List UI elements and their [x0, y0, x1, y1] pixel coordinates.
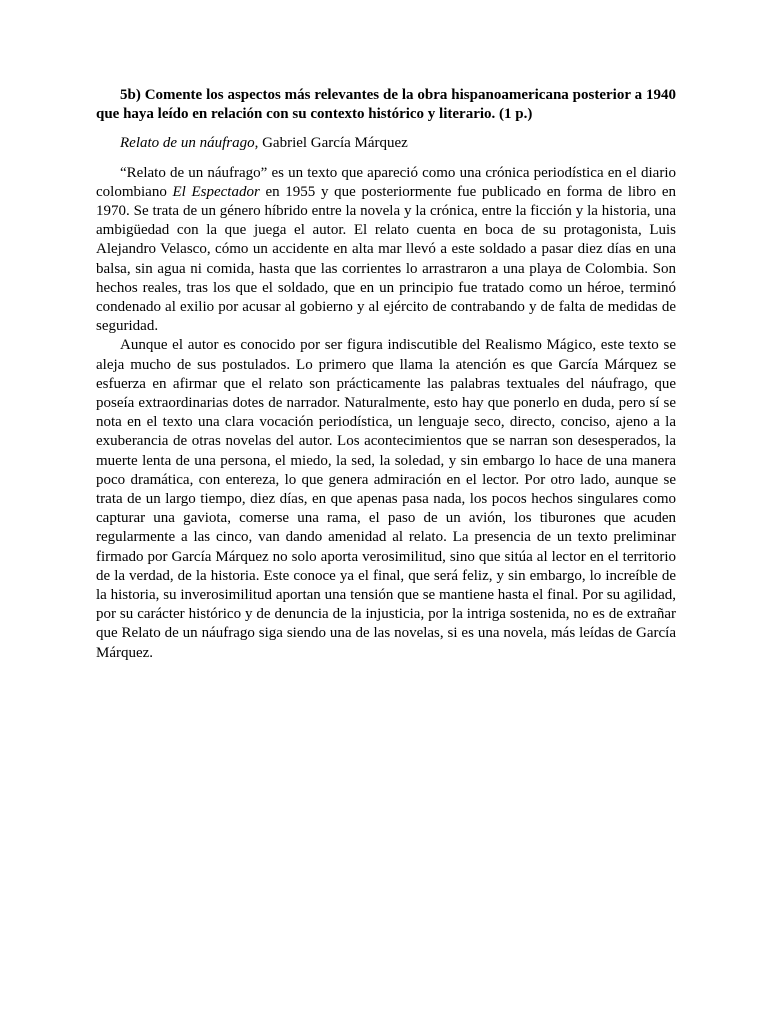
- work-author: , Gabriel García Márquez: [254, 135, 408, 152]
- work-title: Relato de un náufrago: [120, 135, 255, 152]
- paragraph1-text-a: “Relato de un náufrago” es un texto que apareció como una crónica periodística en el diario colombiano: [96, 164, 676, 200]
- question-heading: 5b) Comente los aspectos más relevantes de la obra hispanoamericana posterior a 1940 que haya leído en relación con su contexto histórico y literario. (1 p.): [96, 87, 676, 123]
- newspaper-name: El Espectador: [172, 183, 260, 200]
- document-page: [96, 86, 676, 663]
- paragraph1-text-b: en 1955 y que posteriormente fue publicado en forma de libro en 1970. Se trata de un género híbrido entre la novela y la crónica, entre la ficción y la historia, una ambigüedad con la que juega el autor. El relato cuenta en boca de su protagonista, Luis Alejandro Velasco, cómo un accidente en alta mar llevó a este soldado a pasar diez días en una balsa, sin agua ni comida, hasta que las corrientes lo arrastraron a una playa de Colombia. Son hechos reales, tras los que el soldado, que en un principio fue tratado como un héroe, terminó condenado al exilio por acusar al gobierno y al ejército de contrabando y de falta de medidas de seguridad.: [96, 183, 676, 335]
- body-paragraph-2: Aunque el autor es conocido por ser figura indiscutible del Realismo Mágico, este texto se aleja mucho de sus postulados. Lo primero que llama la atención es que García Márquez se esfuerza en afirmar que el relato son prácticamente las palabras textuales del náufrago, que poseía extraordinarias dotes de narrador. Naturalmente, esto hay que ponerlo en duda, pero sí se nota en el texto una clara vocación periodística, un lenguaje seco, directo, conciso, ajeno a la exuberancia de otras novelas del autor. Los acontecimientos que se narran son desesperados, la muerte lenta de una persona, el miedo, la sed, la soledad, y sin embargo lo hace de una manera poco dramática, con entereza, lo que genera admiración en el lector. Por otro lado, aunque se trata de un largo tiempo, diez días, en que apenas pasa nada, los pocos hechos singulares como capturar una gaviota, comerse una rama, el paso de un avión, los tiburones que acuden regularmente a las cinco, van dando amenidad al relato. La presencia de un texto preliminar firmado por García Márquez no solo aporta verosimilitud, sino que sitúa al lector en el territorio de la verdad, de la historia. Este conoce ya el final, que será feliz, y sin embargo, lo increíble de la historia, su inverosimilitud aportan una tensión que se mantiene hasta el final. Por su agilidad, por su carácter histórico y de denuncia de la injusticia, por la intriga sostenida, no es de extrañar que Relato de un náufrago siga siendo una de las novelas, si es una novela, más leídas de García Márquez.: [96, 337, 676, 661]
- work-reference: [96, 134, 676, 153]
- body-paragraph-1: [96, 164, 676, 337]
